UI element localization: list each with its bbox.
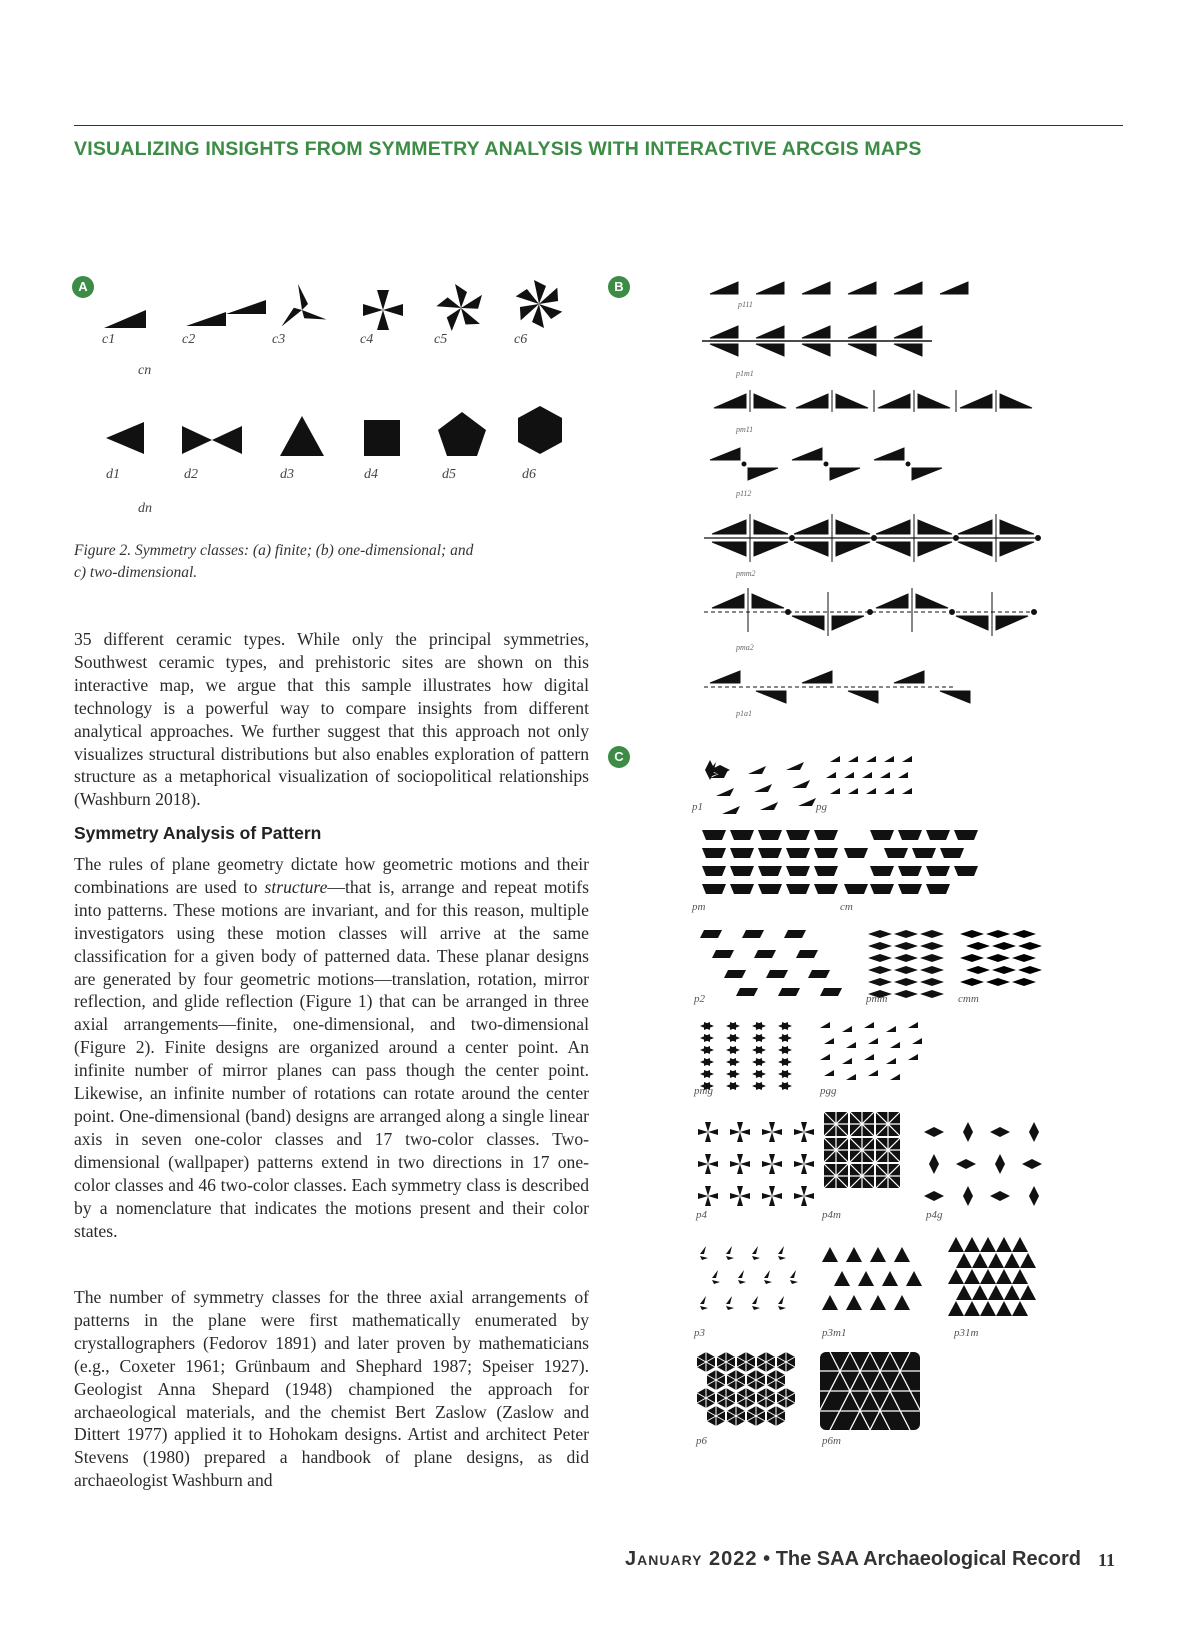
- pattern-cm: [844, 830, 978, 894]
- pattern-pmm: [868, 930, 944, 998]
- label-d3: d3: [280, 467, 294, 482]
- label-p31m: p31m: [954, 1327, 979, 1339]
- label-pma2: pma2: [736, 643, 754, 652]
- label-p4m: p4m: [822, 1209, 841, 1221]
- band-pmm2: [704, 514, 1041, 562]
- label-p4g: p4g: [926, 1209, 943, 1221]
- label-d2: d2: [184, 467, 198, 482]
- band-p1m1: [702, 326, 932, 356]
- label-c2: c2: [182, 332, 196, 347]
- label-p6: p6: [696, 1435, 707, 1447]
- label-cn: cn: [138, 363, 152, 378]
- label-p1: p1: [692, 801, 703, 813]
- band-p1a1: [704, 671, 970, 703]
- label-pm11: pm11: [736, 425, 754, 434]
- d5-motif: [438, 412, 486, 456]
- page-footer: [625, 1548, 1081, 1571]
- label-pg: pg: [816, 801, 827, 813]
- label-d1: d1: [106, 467, 120, 482]
- section-heading: Symmetry Analysis of Pattern: [74, 823, 322, 843]
- label-c6: c6: [514, 332, 528, 347]
- d2-motif-b: [212, 426, 242, 454]
- c1-motif: [104, 310, 146, 328]
- paragraph-2: [74, 853, 589, 1242]
- label-pm: pm: [692, 901, 706, 913]
- badge-b: B: [608, 276, 630, 298]
- pattern-p6m: [820, 1352, 920, 1430]
- paragraph-2-rest: —that is, arrange and repeat motifs into patterns. These motions are invariant, and for this reason, multiple investigators using these motion classes will arrive at the same classification for a given body of patterned data. These planar designs are generated by four geometric motions—translation, rotation, mirror reflection, and glide reflection (Figure 1) that can be arranged in three axial arrangements—finite, one-dimensional, and two-dimensional (Figure 2). Finite designs are organized around a center point. An infinite number of mirror planes can pass though the center point. Likewise, an infinite number of rotations can rotate around the center point. One-dimensional (band) designs are arranged along a single linear axis in seven one-color classes and 17 two-color classes. Two-dimensional (wallpaper) patterns extend in two directions in 17 one-color classes and 46 two-color classes. Each symmetry class is described by a nomenclature that indicates the motions present and their color states.: [74, 876, 589, 1241]
- label-cmm: cmm: [958, 993, 979, 1005]
- label-c1: c1: [102, 332, 116, 347]
- d1-motif: [106, 422, 144, 454]
- running-header: VISUALIZING INSIGHTS FROM SYMMETRY ANALYSIS WITH INTERACTIVE ARCGIS MAPS: [74, 138, 922, 160]
- caption-line-2: c) two-dimensional.: [74, 564, 198, 581]
- label-p2: p2: [694, 993, 705, 1005]
- pattern-pg: [826, 756, 912, 794]
- panel-b-band-figure: [710, 282, 1050, 742]
- label-pmg: pmg: [694, 1085, 713, 1097]
- pattern-pgg: [820, 1022, 922, 1080]
- pattern-p2: [700, 930, 842, 996]
- pattern-p4m: [824, 1112, 900, 1188]
- body-paragraph-1: [74, 628, 589, 811]
- pattern-p6: [697, 1352, 795, 1426]
- label-p1m1: p1m1: [736, 369, 754, 378]
- paragraph-2-emphasis: structure: [264, 876, 328, 897]
- label-p111: p111: [738, 300, 753, 309]
- caption-line-1: Figure 2. Symmetry classes: (a) finite; (b) one-dimensional; and: [74, 542, 474, 559]
- footer-month: January 2022: [625, 1548, 758, 1570]
- paragraph-2-start: The rules of plane geometry dictate how geometric motions and their combinations are used to: [74, 854, 589, 897]
- d3-motif: [280, 416, 324, 456]
- c2-motif-a: [186, 312, 226, 326]
- label-d5: d5: [442, 467, 456, 482]
- body-paragraph-2: [74, 853, 589, 1242]
- label-pmm: pmm: [866, 993, 888, 1005]
- body-paragraph-3: [74, 1286, 589, 1492]
- label-c4: c4: [360, 332, 374, 347]
- label-cm: cm: [840, 901, 853, 913]
- pattern-p3m1: [822, 1247, 922, 1310]
- page-number: 11: [1098, 1550, 1116, 1570]
- c6-motif: [515, 280, 564, 328]
- label-d4: d4: [364, 467, 378, 482]
- band-p111: [710, 282, 968, 294]
- band-p112: [710, 448, 942, 480]
- label-pmm2: pmm2: [736, 569, 756, 578]
- panel-c-wallpaper-figure: [692, 770, 1090, 1500]
- paragraph-1: 35 different ceramic types. While only the principal symmetries, Southwest ceramic types, and prehistoric sites are shown on this interactive map, we argue that this sample illustrates how digital technology is a powerful way to compare insights from different analytical approaches. We further suggest that this approach not only visualizes structural distributions but also enables exploration of pattern structure as a metaphorical visualization of sociopolitical relationships (Washburn 2018).: [74, 629, 589, 810]
- figure-caption: [74, 540, 544, 584]
- pattern-p31m: [948, 1237, 1036, 1316]
- footer-journal: The SAA Archaeological Record: [775, 1548, 1081, 1570]
- label-p3m1: p3m1: [822, 1327, 847, 1339]
- label-pgg: pgg: [820, 1085, 837, 1097]
- label-p4: p4: [696, 1209, 707, 1221]
- footer-bullet: •: [763, 1548, 771, 1570]
- pattern-pmg: [700, 1022, 792, 1090]
- label-p6m: p6m: [822, 1435, 841, 1447]
- c3-motif: [276, 284, 326, 328]
- badge-c: C: [608, 746, 630, 768]
- band-pma2: [704, 588, 1040, 636]
- label-p3: p3: [694, 1327, 705, 1339]
- c2-motif-b: [226, 300, 266, 314]
- panel-a-finite-figure: [96, 280, 586, 520]
- pattern-p4: [698, 1122, 814, 1206]
- d2-motif-a: [182, 426, 212, 454]
- paragraph-3: The number of symmetry classes for the three axial arrangements of patterns in the plane were first mathematically enumerated by crystallographers (Fedorov 1891) and later proven by mathematicians (e.g., Coxeter 1961; Grünbaum and Shephard 1987; Speiser 1927). Geologist Anna Shepard (1948) championed the approach for archaeological materials, and the chemist Bert Zaslow (Zaslow and Dittert 1977) applied it to Hohokam designs. Artist and architect Peter Stevens (1980) prepared a handbook of plane designs, as did archaeologist Washburn and: [74, 1287, 589, 1491]
- label-c3: c3: [272, 332, 286, 347]
- label-p1a1: p1a1: [736, 709, 752, 718]
- pattern-pm: [702, 830, 838, 894]
- label-dn: dn: [138, 501, 152, 516]
- c4-motif: [363, 290, 403, 330]
- label-c5: c5: [434, 332, 448, 347]
- badge-a: A: [72, 276, 94, 298]
- band-pm11: [714, 390, 1032, 412]
- d4-motif: [364, 420, 400, 456]
- c5-motif: [436, 284, 485, 331]
- header-rule: [74, 125, 1123, 126]
- pattern-cmm: [960, 930, 1042, 986]
- label-p112: p112: [736, 489, 752, 498]
- label-d6: d6: [522, 467, 536, 482]
- d6-motif: [518, 406, 562, 454]
